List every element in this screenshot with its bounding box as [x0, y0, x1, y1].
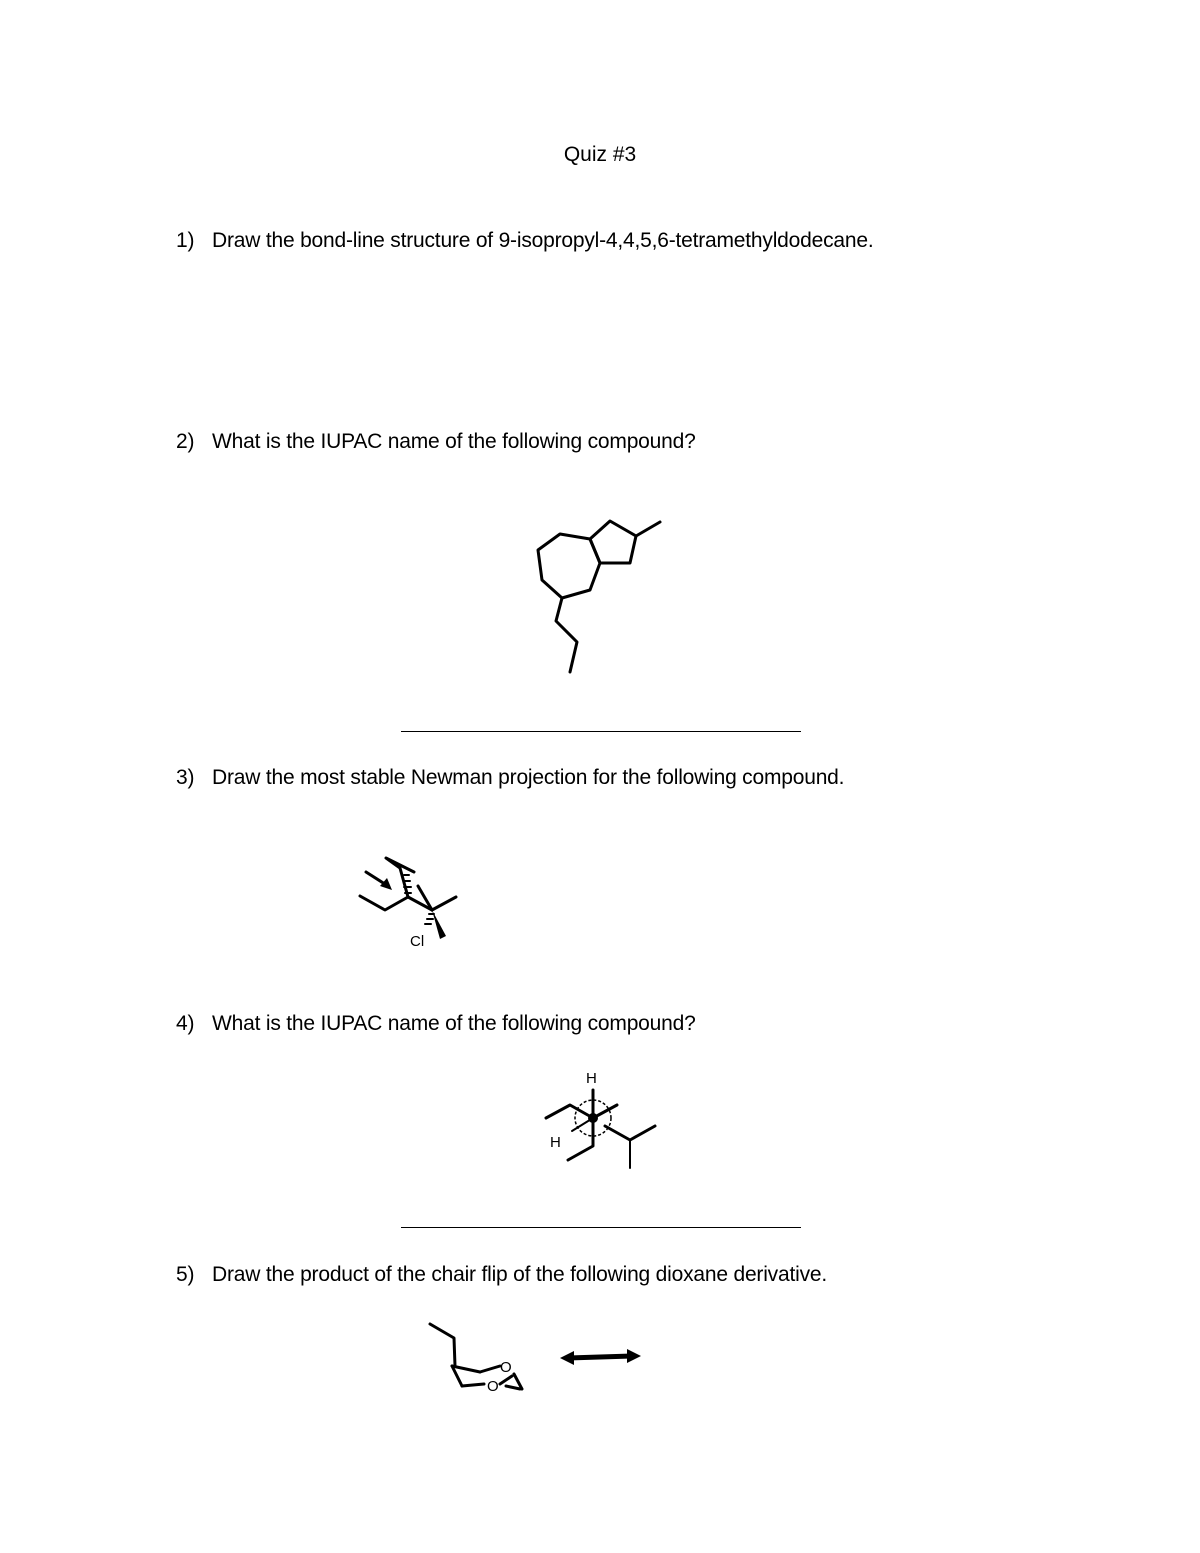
question-number: 1): [176, 229, 195, 252]
q5-oxygen-top-label: O: [500, 1359, 512, 1376]
q2-propyl-chain: [556, 598, 577, 672]
q4-ethyl-left: [546, 1105, 593, 1118]
question-text: What is the IUPAC name of the following compound?: [212, 430, 696, 453]
q4-h-left-label: H: [550, 1134, 561, 1151]
q4-ethyl-down: [568, 1118, 593, 1160]
question-number: 3): [176, 766, 195, 789]
q5-chair-bond-5: [500, 1376, 512, 1384]
question-text: Draw the most stable Newman projection for the following compound.: [212, 766, 845, 789]
q3-molecule: [360, 858, 456, 950]
q2-five-membered-ring: [590, 521, 636, 563]
q2-methyl: [636, 522, 660, 536]
q5-chair-bond-2: [480, 1366, 500, 1372]
q4-h-top-label: H: [586, 1070, 597, 1087]
q5-chair-bond-7: [506, 1386, 520, 1389]
q4-newman-projection: [546, 1070, 655, 1168]
q5-oxygen-bottom-label: O: [487, 1378, 499, 1395]
q2-molecule: [538, 521, 660, 672]
question-number: 4): [176, 1012, 195, 1035]
question-number: 5): [176, 1263, 195, 1286]
q4-bond-h-left: [572, 1118, 593, 1131]
q3-methyl-right: [432, 897, 456, 910]
question-text: What is the IUPAC name of the following compound?: [212, 1012, 696, 1035]
question-text: Draw the product of the chair flip of the following dioxane derivative.: [212, 1263, 827, 1286]
q3-upper-ethyl: [386, 858, 414, 897]
q4-bond-upper-right: [593, 1105, 617, 1118]
question-text: Draw the bond-line structure of 9-isopropyl-4,4,5,6-tetramethyldodecane.: [212, 229, 874, 252]
q3-arrow-head: [380, 878, 392, 890]
q4-isopropyl: [605, 1126, 655, 1140]
question-number: 2): [176, 430, 195, 453]
q3-dash-bond-cl: [425, 914, 434, 924]
q5-equilibrium-arrow: [560, 1349, 641, 1365]
page-title: Quiz #3: [563, 143, 637, 166]
q5-chair-bond-4: [462, 1384, 484, 1386]
q5-propyl-chain: [430, 1324, 455, 1366]
q3-left-ethyl: [360, 896, 408, 910]
q3-chlorine-label: Cl: [410, 933, 425, 950]
q5-molecule: [430, 1324, 641, 1395]
